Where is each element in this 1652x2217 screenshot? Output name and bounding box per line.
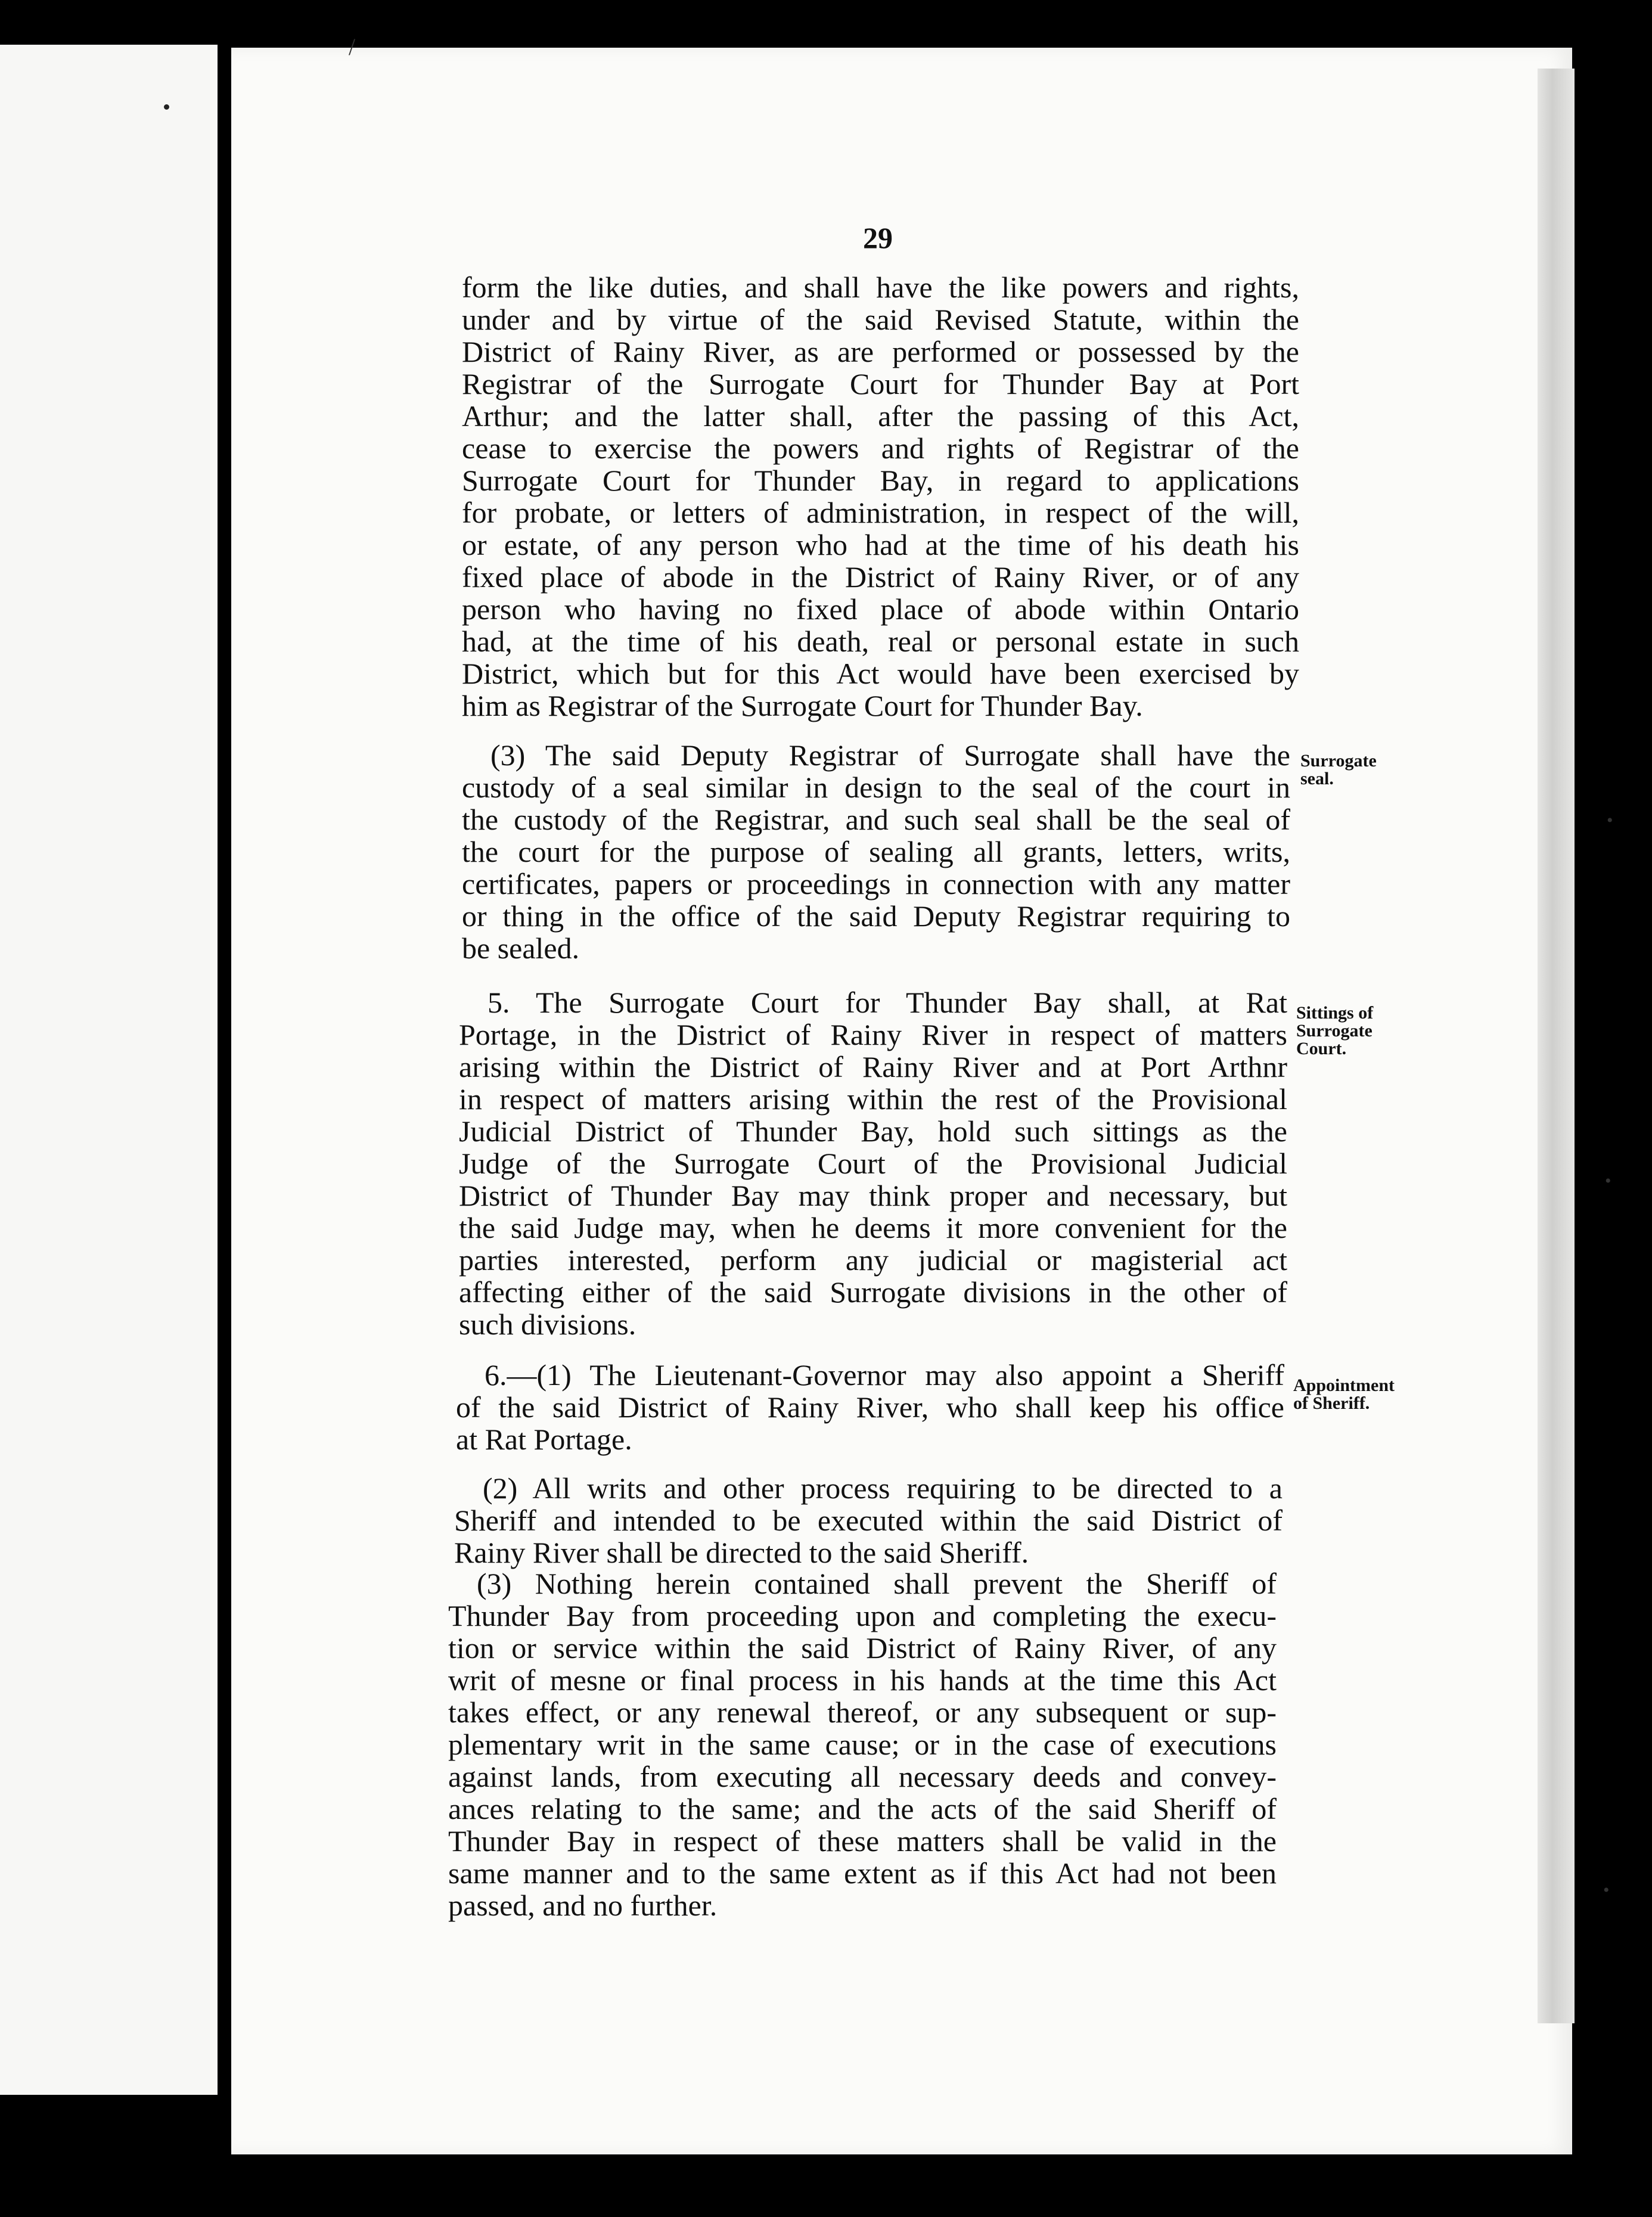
text-line: of the said District of Rainy River, who shall keep his office [456,1390,1284,1424]
stray-mark: / [349,33,356,60]
note-line: Surrogate [1300,751,1377,771]
left-page [0,45,218,2095]
text-line: affecting either of the said Surrogate divisions in the other of [459,1275,1287,1309]
text-line: in respect of matters arising within the rest of the Provisional [459,1082,1287,1116]
text-line: at Rat Portage. [456,1423,632,1456]
text-line: writ of mesne or final process in his hands at the time this Act [448,1663,1277,1697]
text-line: Sheriff and intended to be executed within the said District of [454,1504,1283,1537]
page-number: 29 [863,221,893,254]
text-line: had, at the time of his death, real or personal estate in such [462,625,1299,658]
text-line: passed, and no further. [448,1889,718,1922]
text-line: arising within the District of Rainy River and at Port Arthnr [459,1050,1287,1083]
paragraph-continued [462,271,1299,722]
text-line: (3) The said Deputy Registrar of Surrogate shall have the [490,738,1290,772]
text-line: District, which but for this Act would have been exercised by [462,657,1299,690]
text-line: the said Judge may, when he deems it more convenient for the [459,1211,1287,1244]
text-line: Judge of the Surrogate Court of the Provisional Judicial [459,1147,1287,1180]
text-line: Registrar of the Surrogate Court for Thunder Bay at Port [462,367,1299,400]
text-line: against lands, from executing all necessary deeds and convey- [448,1760,1277,1793]
text-line: Portage, in the District of Rainy River in respect of matters [459,1018,1287,1051]
note-line: Surrogate [1296,1021,1372,1041]
note-line: Appointment [1293,1375,1395,1395]
marginal-note-surrogate-seal [1300,752,1377,788]
stray-mark: • [1603,1880,1610,1900]
text-line: the custody of the Registrar, and such seal shall be the seal of [462,803,1290,836]
page-edge [1538,69,1575,2023]
text-line: Thunder Bay in respect of these matters shall be valid in the [448,1824,1277,1858]
note-line: seal. [1300,769,1334,788]
text-line: Rainy River shall be directed to the said Sheriff. [454,1536,1029,1569]
text-line: him as Registrar of the Surrogate Court for Thunder Bay. [462,689,1143,722]
text-line: (2) All writs and other process requiring to be directed to a [483,1471,1283,1505]
text-line: tion or service within the said District of Rainy River, of any [448,1631,1277,1665]
left-page-mark [164,104,169,110]
paragraph-section-5 [459,986,1287,1340]
text-line: such divisions. [459,1308,636,1341]
text-line: (3) Nothing herein contained shall prevent the Sheriff of [477,1567,1277,1600]
text-line: certificates, papers or proceedings in connection with any matter [462,867,1290,901]
text-line: Surrogate Court for Thunder Bay, in regard to applications [462,464,1299,497]
note-line: Court. [1296,1039,1347,1058]
text-line: parties interested, perform any judicial or magisterial act [459,1243,1287,1277]
text-line: ances relating to the same; and the acts of the said Sheriff of [448,1792,1277,1825]
paragraph-section-6-2 [454,1472,1283,1569]
paragraph-section-6-3 [448,1567,1277,1921]
text-line: the court for the purpose of sealing all grants, letters, writs, [462,835,1290,868]
text-line: fixed place of abode in the District of Rainy River, or of any [462,560,1299,594]
text-line: custody of a seal similar in design to the seal of the court in [462,771,1290,804]
text-line: plementary writ in the same cause; or in the case of executions [448,1728,1277,1761]
text-line: same manner and to the same extent as if this Act had not been [448,1856,1277,1890]
paragraph-section-4-3 [462,739,1290,964]
text-line: be sealed. [462,931,580,965]
paragraph-section-6-1 [456,1359,1284,1455]
text-line: or estate, of any person who had at the time of his death his [462,528,1299,561]
section-heading-line: 6.—(1) The Lieutenant-Governor may also appoint a Sheriff [485,1358,1284,1392]
text-line: District of Thunder Bay may think proper and necessary, but [459,1179,1287,1212]
text-line: Judicial District of Thunder Bay, hold such sittings as the [459,1114,1287,1148]
marginal-note-sittings [1296,1004,1373,1058]
stray-mark: • [1607,811,1613,830]
text-line: under and by virtue of the said Revised Statute, within the [462,303,1299,336]
text-line: or thing in the office of the said Deputy Registrar requiring to [462,899,1290,933]
text-line: takes effect, or any renewal thereof, or any subsequent or sup- [448,1696,1277,1729]
stray-mark: • [1605,1171,1611,1191]
text-line: for probate, or letters of administration, in respect of the will, [462,496,1299,529]
text-line: person who having no fixed place of abode within Ontario [462,592,1299,626]
section-heading-line: 5. The Surrogate Court for Thunder Bay shall, at Rat [487,986,1287,1019]
text-line: cease to exercise the powers and rights of Registrar of the [462,431,1299,465]
note-line: Sittings of [1296,1003,1374,1023]
text-line: Arthur; and the latter shall, after the passing of this Act, [462,399,1299,433]
text-line: District of Rainy River, as are performed or possessed by the [462,335,1299,368]
text-line: form the like duties, and shall have the like powers and rights, [462,271,1299,304]
text-line: Thunder Bay from proceeding upon and completing the execu- [448,1599,1277,1632]
note-line: of Sheriff. [1293,1393,1370,1413]
marginal-note-appointment [1293,1377,1395,1412]
